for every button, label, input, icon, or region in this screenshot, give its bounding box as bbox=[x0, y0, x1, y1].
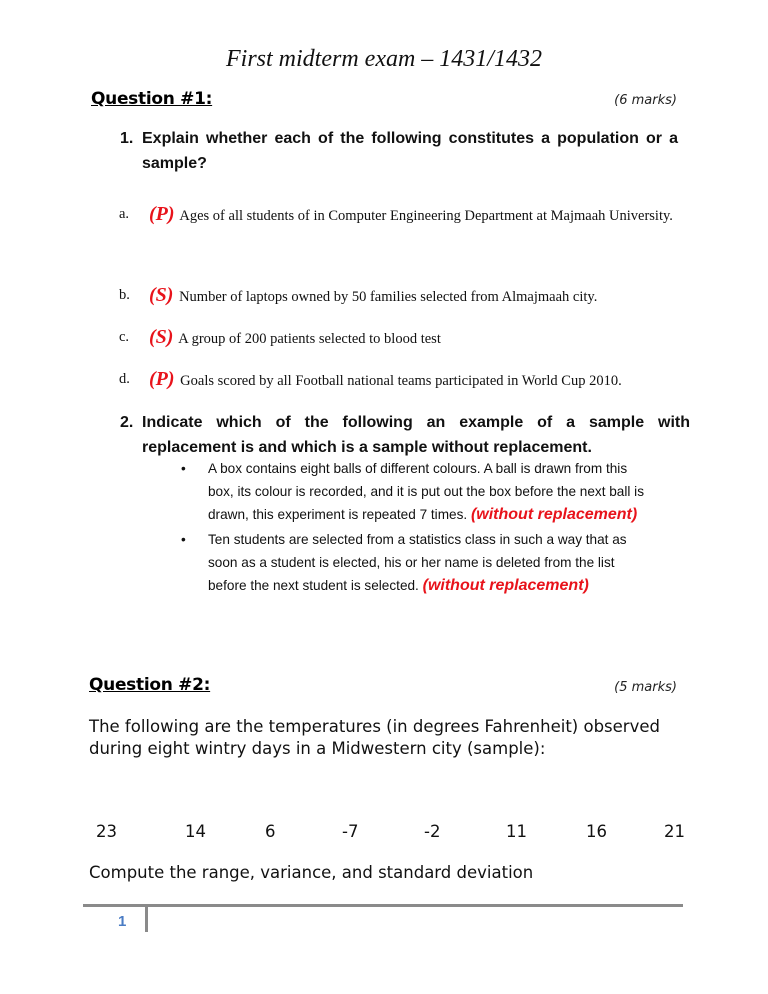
item-letter: c. bbox=[119, 329, 130, 345]
item-letter: b. bbox=[119, 287, 130, 303]
question-2-instruction: Compute the range, variance, and standard deviation bbox=[89, 863, 534, 882]
bullet-item-1 bbox=[181, 457, 661, 527]
q1-part2 bbox=[120, 410, 690, 460]
q1-part2-prompt: Indicate which of the following an example of a sample with replacement is and which is a sample without replacement. bbox=[142, 414, 690, 456]
item-body bbox=[149, 279, 679, 313]
footer-rule bbox=[83, 904, 683, 907]
list-item-c bbox=[119, 321, 689, 353]
temperature-values-row bbox=[96, 822, 696, 846]
question-1-heading: Question #1: bbox=[91, 89, 213, 109]
bullet-item-2 bbox=[181, 528, 661, 598]
list-item-a bbox=[119, 198, 689, 262]
answer-mark: (without replacement) bbox=[470, 506, 638, 523]
q1-part2-number: 2. bbox=[120, 414, 134, 431]
item-text: Number of laptops owned by 50 families selected from Almajmaah city. bbox=[179, 289, 598, 305]
answer-mark: (P) bbox=[149, 203, 175, 225]
question-2-intro: The following are the temperatures (in degrees Fahrenheit) observed during eight wintry days in a Midwestern city (sample): bbox=[89, 717, 660, 758]
page-number: 1 bbox=[118, 913, 127, 930]
list-item-b bbox=[119, 279, 689, 311]
bullet-body bbox=[208, 528, 653, 597]
temperature-value: -2 bbox=[424, 822, 441, 841]
temperature-value: 21 bbox=[664, 822, 685, 841]
item-letter: a. bbox=[119, 206, 130, 222]
item-letter: d. bbox=[119, 371, 130, 387]
bullet-text: Ten students are selected from a statistics class in such a way that as soon as a student is elected, his or her name is deleted from the list before the next student is selected. bbox=[208, 532, 627, 593]
answer-mark: (S) bbox=[149, 284, 174, 306]
question-2-heading: Question #2: bbox=[89, 675, 211, 695]
temperature-value: 16 bbox=[586, 822, 607, 841]
item-text: A group of 200 patients selected to blood test bbox=[178, 331, 441, 347]
temperature-value: -7 bbox=[342, 822, 359, 841]
item-body bbox=[149, 198, 679, 232]
answer-mark: (without replacement) bbox=[422, 577, 589, 594]
item-text: Ages of all students of in Computer Engineering Department at Majmaah University. bbox=[179, 208, 673, 224]
temperature-value: 6 bbox=[265, 822, 276, 841]
item-body bbox=[149, 321, 679, 355]
question-1-marks: (6 marks) bbox=[614, 93, 677, 108]
item-body bbox=[149, 363, 679, 397]
bullet-icon: • bbox=[181, 461, 186, 476]
q1-part1-prompt: Explain whether each of the following constitutes a population or a sample? bbox=[142, 130, 678, 172]
q1-part1 bbox=[120, 126, 680, 176]
page-header-title: First midterm exam – 1431/1432 bbox=[226, 46, 542, 72]
item-text: Goals scored by all Football national teams participated in World Cup 2010. bbox=[180, 373, 622, 389]
answer-mark: (S) bbox=[149, 326, 174, 348]
q1-part1-number: 1. bbox=[120, 130, 134, 147]
question-2-marks: (5 marks) bbox=[614, 680, 677, 695]
answer-mark: (P) bbox=[149, 368, 175, 390]
list-item-d bbox=[119, 363, 689, 395]
bullet-text: A box contains eight balls of different colours. A ball is drawn from this box, its colour is recorded, and it is put out the box before the next ball is drawn, this experiment is repeated 7 times. bbox=[208, 461, 645, 522]
temperature-value: 11 bbox=[506, 822, 527, 841]
temperature-value: 14 bbox=[185, 822, 206, 841]
bullet-icon: • bbox=[181, 532, 186, 547]
bullet-body bbox=[208, 457, 653, 526]
footer-rule-tick bbox=[145, 904, 148, 932]
temperature-value: 23 bbox=[96, 822, 117, 841]
